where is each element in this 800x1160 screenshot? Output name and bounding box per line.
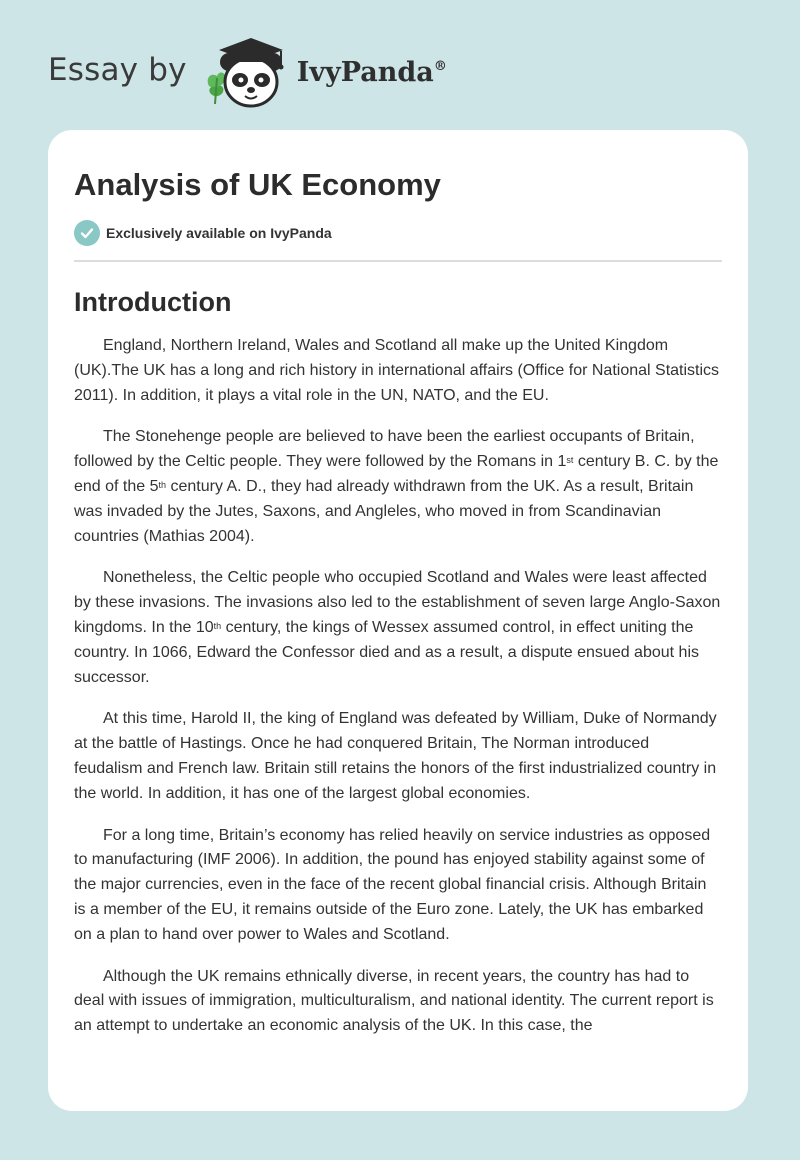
site-header	[48, 34, 447, 114]
ivypanda-logo-icon[interactable]	[201, 34, 293, 114]
paragraph-1: England, Northern Ireland, Wales and Scotland all make up the United Kingdom (UK).The UK has a long and rich history in international affairs (Office for National Statistics 2011). In addition, it plays a vital role in the UN, NATO, and the EU.	[74, 337, 720, 404]
paragraph-text: The Stonehenge people are believed to have been the earliest occupants of Britain, followed by the Celtic people. They were followed by the Romans in 1	[74, 428, 695, 471]
article-card	[48, 130, 748, 1111]
article-title: Analysis of UK Economy	[74, 167, 441, 202]
paragraph-3	[74, 566, 722, 690]
section-heading: Introduction	[74, 287, 232, 317]
check-icon	[74, 220, 100, 246]
paragraph-text: century B. C. by the end of the 5	[74, 453, 719, 495]
ordinal-suffix: st	[566, 455, 574, 466]
ordinal-suffix: th	[158, 479, 167, 490]
paragraph-6: Although the UK remains ethnically diverse, in recent years, the country has had to deal with issues of immigration, multiculturalism, and national identity. The current report is an attempt to undertake an economic analysis of the UK. In this case, the	[74, 967, 714, 1035]
exclusive-badge	[74, 220, 722, 262]
paragraph-text: century, the kings of Wessex assumed control, in effect uniting the country. In 1066, Edward the Confessor died and as a result, a dispute ensued about his successor.	[74, 618, 699, 686]
essay-by-label: Essay by	[48, 52, 187, 88]
exclusive-badge-text: Exclusively available on IvyPanda	[106, 225, 332, 241]
ordinal-suffix: th	[213, 620, 222, 631]
paragraph-4: At this time, Harold II, the king of England was defeated by William, Duke of Normandy at the battle of Hastings. Once he had conquered Britain, The Norman introduced feudalism and French law. Britain still retains the honors of the first industrialized country in the world. In addition, it has one of the largest global economies.	[74, 710, 717, 802]
paragraph-text: Nonetheless, the Celtic people who occupied Scotland and Wales were least affected by these invasions. The invasions also led to the establishment of seven large Anglo-Saxon kingdoms. In the 10	[74, 569, 721, 636]
brand-name[interactable]	[297, 57, 447, 88]
paragraph-5: For a long time, Britain’s economy has relied heavily on service industries as opposed to manufacturing (IMF 2006). In addition, the pound has enjoyed stability against some of the major currencies, even in the face of the recent global financial crisis. Although Britain is a member of the EU, it remains outside of the Euro zone. Lately, the UK has embarked on a plan to hand over power to Wales and Scotland.	[74, 826, 711, 943]
registered-mark: ®	[433, 58, 447, 74]
paragraph-text: century A. D., they had already withdrawn from the UK. As a result, Britain was invaded by the Jutes, Saxons, and Angleles, who moved in from Scandinavian countries (Mathias 2004).	[74, 477, 694, 545]
brand-text: IvyPanda	[296, 56, 434, 88]
paragraph-2	[74, 425, 722, 549]
